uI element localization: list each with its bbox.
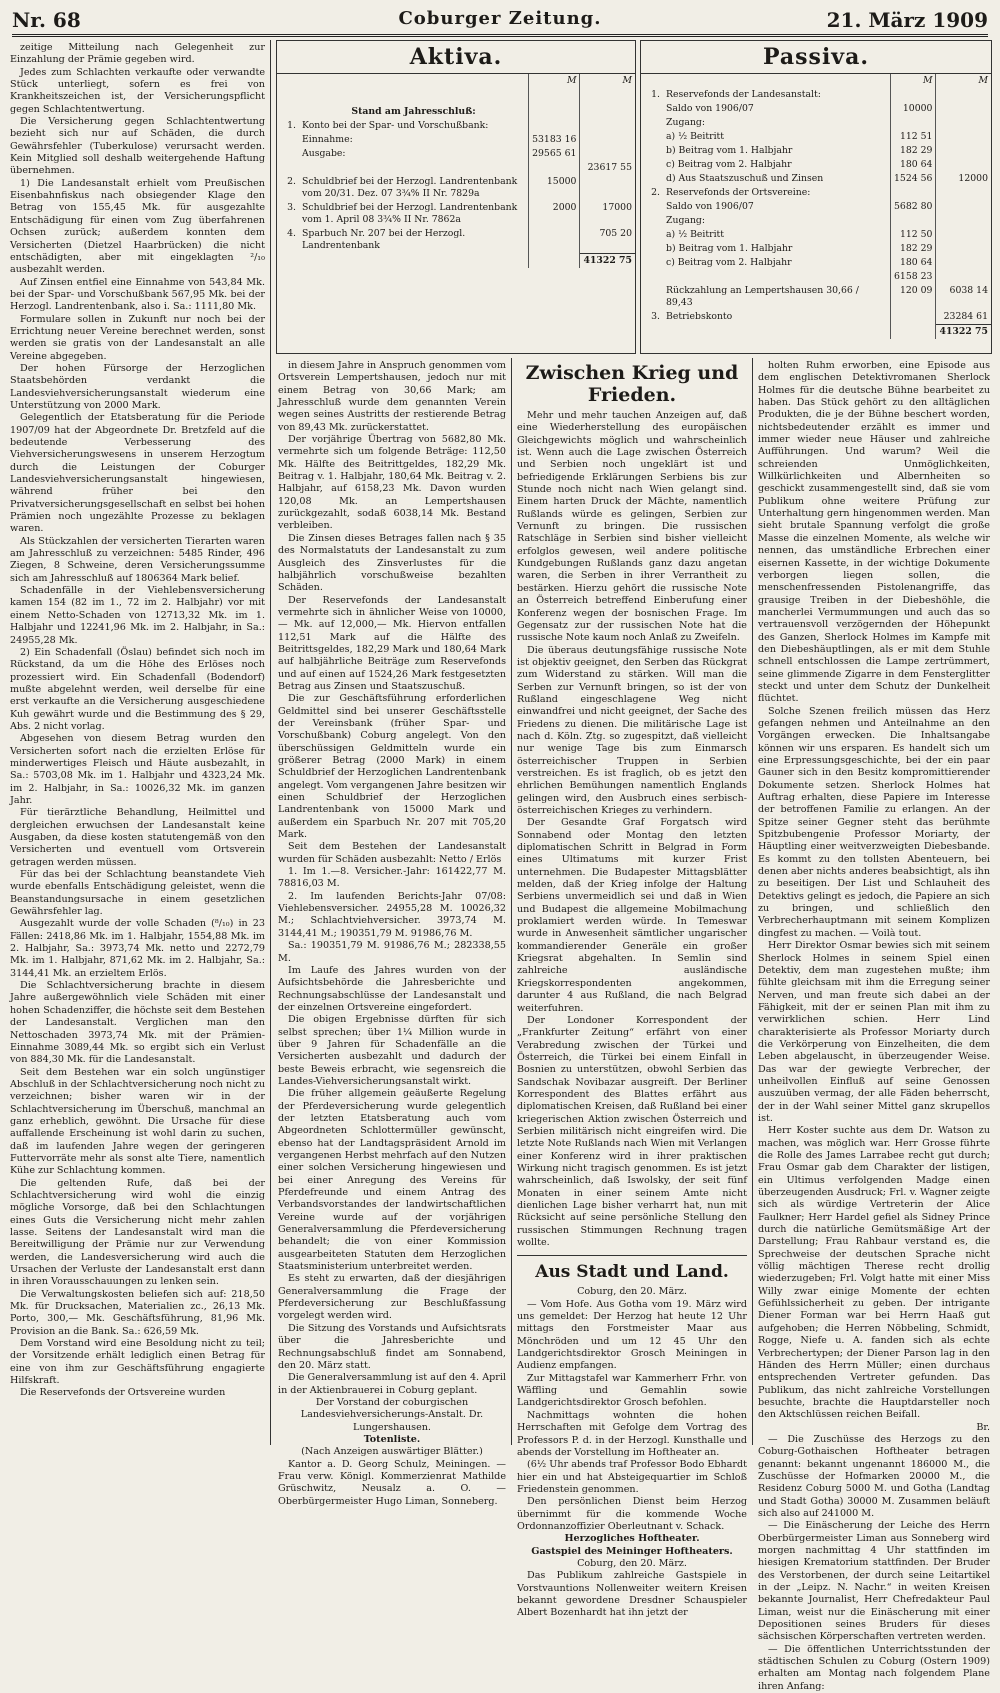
aktiva-row-nr	[277, 133, 299, 147]
passiva-row-nr	[641, 270, 663, 284]
passiva-table	[640, 40, 992, 354]
passiva-row	[641, 88, 991, 102]
paragraph: Seit dem Bestehen der Landesanstalt wurden für Schäden ausbezahlt: Netto / Erlös	[278, 841, 506, 865]
paragraph: (6½ Uhr abends traf Professor Bodo Ebhardt hier ein und hat Absteigequartier im Schloß Friedenstein genommen.	[517, 1459, 747, 1495]
aktiva-title: Aktiva.	[277, 41, 635, 74]
aktiva-row-a	[529, 227, 580, 253]
aktiva-row-nr: 1.	[287, 120, 296, 131]
passiva-row-a: 6158 23	[891, 270, 936, 284]
passiva-row-a: 182 29	[891, 144, 936, 158]
paragraph: Den persönlichen Dienst beim Herzog übernimmt für die kommende Woche Ordonnanzoffizier Oberleutnant v. Schack.	[517, 1496, 747, 1532]
paragraph: Die Generalversammlung ist auf den 4. April in der Aktienbrauerei in Coburg geplant.	[278, 1372, 506, 1396]
passiva-row-text: Zugang:	[666, 215, 706, 226]
passiva-total: 41322 75	[936, 325, 991, 340]
passiva-row-b	[936, 186, 991, 200]
paragraph: 2) Ein Schadenfall (Öslau) befindet sich noch im Rückstand, da um die Höhe des Erlöses noch prozessiert wird. Ein Schadenfall (Bodendorf) mußte abgelehnt werden, weil derselbe für eine erst verkaufte an die Versicherung ausgeschiedene Kuh gewährt wurde und die Bestimmung des § 29, Abs. 2 nicht vorlag.	[10, 646, 265, 732]
aktiva-row	[277, 119, 635, 133]
passiva-row	[641, 270, 991, 284]
paragraph: Zur Mittagstafel war Kammerherr Frhr. von Wäffling und Gemahlin sowie Landgerichtsdirektor Grosch befohlen.	[517, 1372, 747, 1409]
passiva-row-b	[936, 88, 991, 102]
passiva-row	[641, 200, 991, 214]
paragraph: Der hohen Fürsorge der Herzoglichen Staatsbehörden verdankt die Landesviehversicherungsanstalt wiederum eine Unterstützung von 2000 Mark.	[10, 362, 265, 411]
aktiva-row-nr	[277, 147, 299, 161]
paragraph: (Nach Anzeigen auswärtiger Blätter.)	[301, 1446, 483, 1458]
passiva-row-a	[891, 186, 936, 200]
paragraph: Für das bei der Schlachtung beanstandete Vieh wurde ebenfalls Entschädigung geleistet, wenn die Beanstandungsursache in einem gesetzlichen Gewährsfehler lag.	[10, 869, 265, 918]
paragraph: Im Laufe des Jahres wurden von der Aufsichtsbehörde die Jahresberichte und Rechnungsabschlüsse der Landesanstalt und der einzelnen Ortsvereine eingefordert.	[278, 964, 506, 1013]
aktiva-row-text: Schuldbrief bei der Herzogl. Landrentenbank vom 20/31. Dez. 07 3¾% II Nr. 7829a	[302, 176, 518, 199]
aktiva-row-b: 705 20	[580, 227, 635, 253]
passiva-row-text	[663, 270, 891, 284]
column-middle-left	[278, 360, 506, 1507]
passiva-row	[641, 186, 991, 200]
paragraph: Die überaus deutungsfähige russische Note ist objektiv geeignet, den Serben das Rückgrat zum Widerstand zu stärken. Will man die Serben zur Vernunft bringen, so ist der von Rußland eingeschlagene Weg nicht einwandfrei und nicht geeignet, der Sache des Friedens zu dienen. Die militärische Lage ist nach d. Köln. Ztg. so zugespitzt, daß vielleicht nur wenige Tage bis zum Einmarsch österreichischer Truppen in Serbien verstreichen. Es ist fraglich, ob es jetzt den ehrlichen Bemühungen namentlich Englands gelingen wird, den Ausbruch eines serbisch-österreichischen Krieges zu verhindern.	[517, 644, 747, 816]
passiva-row-text: a) ½ Beitritt	[666, 131, 725, 142]
aktiva-row	[277, 175, 635, 201]
aktiva-row	[277, 227, 635, 253]
passiva-row	[641, 116, 991, 130]
passiva-row-b	[936, 270, 991, 284]
passiva-row-nr	[641, 116, 663, 130]
aktiva-row-text	[299, 161, 529, 175]
passiva-row-b	[936, 228, 991, 242]
paragraph: Auf Zinsen entfiel eine Einnahme von 543,84 Mk. bei der Spar- und Vorschußbank 567,95 Mk. bei der Herzogl. Landrentenbank, also i. Sa.: 1111,80 Mk.	[10, 276, 265, 313]
paragraph: in diesem Jahre in Anspruch genommen vom Ortsverein Lempertshausen, jedoch nur mit einem Betrag von 30,66 Mark; am Jahresschluß wurde dem genannten Verein wegen seines Austritts der restierende Betrag von 89,43 Mk. zurückerstattet.	[278, 360, 506, 433]
passiva-row-a: 112 50	[891, 228, 936, 242]
paragraph: — Die öffentlichen Unterrichtsstunden der städtischen Schulen zu Coburg (Ostern 1909) erhalten am Montag nach folgendem Plane ihren Anfang:	[758, 1643, 990, 1692]
paragraph: — Vom Hofe. Aus Gotha vom 19. März wird uns gemeldet: Der Herzog hat heute 12 Uhr mittags den Forstmeister Maar aus Mönchröden und um 12 45 Uhr den Landgerichtsdirektor Grosch Meiningen in Audienz empfangen.	[517, 1298, 747, 1372]
passiva-col-label: M	[891, 74, 936, 88]
passiva-row-b	[936, 102, 991, 116]
passiva-row-nr	[641, 284, 663, 310]
paragraph: Totenliste.	[363, 1433, 421, 1445]
newspaper-name: Coburger Zeitung.	[398, 8, 602, 29]
aktiva-row-a: 29565 61	[529, 147, 580, 161]
passiva-row-b: 23284 61	[936, 310, 991, 325]
paragraph: Das Publikum zahlreiche Gastspiele in Vorstvauntions Nollenweiter weitern Kreisen bekannt gewordene Dresdner Schauspieler Albert Bozenhardt hat ihn jetzt der	[517, 1570, 747, 1619]
aktiva-row-b	[580, 147, 635, 161]
aktiva-table	[276, 40, 636, 354]
aktiva-row	[277, 133, 635, 147]
paragraph: Ausgezahlt wurde der volle Schaden (⁸/₁₀) in 23 Fällen: 2418,86 Mk. im 1. Halbjahr, 1554,88 Mk. im 2. Halbjahr, Sa.: 3973,74 Mk. netto und 2272,79 Mk. im 1. Halbjahr, 871,62 Mk. im 2. Halbjahr, Sa.: 3144,41 Mk. an erzieltem Erlös.	[10, 918, 265, 979]
passiva-row-a: 5682 80	[891, 200, 936, 214]
passiva-row-text: Zugang:	[666, 117, 706, 128]
passiva-row-nr	[641, 158, 663, 172]
paragraph: Der Reservefonds der Landesanstalt vermehrte sich in ähnlicher Weise von 10000,— Mk. auf 12,000,— Mk. Hiervon entfallen 112,51 Mark auf die Hälfte des Beitrittsgeldes, 182,29 Mark und 180,64 Mark auf halbjährliche Beiträge zum Reservefonds und auf einen auf 1524,26 Mark festgesetzten Betrag aus Zinsen und Staatszuschuß.	[278, 594, 506, 692]
passiva-row-a	[891, 116, 936, 130]
passiva-row-text: a) ½ Beitritt	[666, 229, 725, 240]
paragraph: Für tierärztliche Behandlung, Heilmittel und dergleichen erwuchsen der Landesanstalt keine Ausgaben, da diese kosten statutengemäß von den Versicherten und eventuell vom Ortsverein getragen werden müssen.	[10, 807, 265, 868]
passiva-row-b	[936, 256, 991, 270]
paragraph: Sa.: 190351,79 M. 91986,76 M.; 282338,55 M.	[278, 940, 506, 964]
paragraph: Jedes zum Schlachten verkaufte oder verwandte Stück unterliegt, sofern es frei von Krankheitszeichen ist, der Versicherungspflicht gegen Schlachtentwertung.	[10, 66, 265, 115]
passiva-row-nr	[641, 200, 663, 214]
passiva-row	[641, 284, 991, 310]
paragraph: Herzogliches Hoftheater.	[564, 1533, 700, 1545]
masthead	[12, 4, 988, 37]
passiva-title: Passiva.	[641, 41, 991, 74]
aktiva-row-a: 15000	[529, 175, 580, 201]
paragraph: Als Stückzahlen der versicherten Tierarten waren am Jahresschluß zu verzeichnen: 5485 Rinder, 496 Ziegen, 8 Schweine, deren Versicherungssumme sich am Jahresschluß auf 1806364 Mark belief.	[10, 535, 265, 584]
passiva-row-text: Reservefonds der Landesanstalt:	[666, 89, 821, 100]
aktiva-row	[277, 161, 635, 175]
passiva-row	[641, 144, 991, 158]
passiva-row-b	[936, 144, 991, 158]
paragraph: Coburg, den 20. März.	[577, 1286, 687, 1298]
paragraph: zeitige Mitteilung nach Gelegenheit zur Einzahlung der Prämie gegeben wird.	[10, 42, 265, 66]
aktiva-row-nr: 3.	[287, 202, 296, 213]
aktiva-row-b	[580, 175, 635, 201]
passiva-col-label: M	[936, 74, 991, 88]
paragraph: — Die Einäscherung der Leiche des Herrn Oberbürgermeister Liman aus Sonneberg wird morgen nachmittag 4 Uhr stattfinden im hiesigen Krematorium stattfinden. Der Bruder des Verstorbenen, der durch seine Leitartikel in der „Leipz. N. Nachr.“ in weiten Kreisen bekannte Journalist, Herr Chefredakteur Paul Liman, weist nur die Einäscherung mit einer Depositionen seines Bruders für dieses sächsischen Körperschaften vertreten werden.	[758, 1520, 990, 1643]
aktiva-row-a: 2000	[529, 201, 580, 227]
aktiva-row-nr: 2.	[287, 176, 296, 187]
aktiva-row	[277, 147, 635, 161]
aktiva-row-nr	[277, 161, 299, 175]
passiva-row-nr: 3.	[651, 311, 660, 322]
passiva-row	[641, 102, 991, 116]
passiva-row	[641, 256, 991, 270]
column-rule	[270, 40, 271, 1445]
paragraph: Br.	[976, 1421, 990, 1433]
aktiva-row-b	[580, 133, 635, 147]
passiva-row	[641, 310, 991, 325]
aktiva-row-a: 53183 16	[529, 133, 580, 147]
passiva-row	[641, 172, 991, 186]
paragraph: Der Vorstand der coburgischen Landesviehversicherungs-Anstalt. Dr. Lungershausen.	[300, 1396, 484, 1433]
passiva-row-b: 12000	[936, 172, 991, 186]
aktiva-row-b: 23617 55	[580, 161, 635, 175]
passiva-row-text: Betriebskonto	[666, 311, 733, 322]
aktiva-row-text: Schuldbrief bei der Herzogl. Landrentenbank vom 1. April 08 3¾% II Nr. 7862a	[302, 202, 518, 225]
passiva-row-nr: 2.	[651, 187, 660, 198]
passiva-row-text: d) Aus Staatszuschuß und Zinsen	[666, 173, 824, 184]
passiva-row-nr	[641, 172, 663, 186]
paragraph: Dem Vorstand wird eine Besoldung nicht zu teil; der Vorsitzende erhält lediglich einen Betrag für eine von ihm zur Geschäftsführung engagierte Hilfskraft.	[10, 1338, 265, 1387]
aktiva-col-label: M	[580, 74, 635, 88]
passiva-row-nr	[641, 256, 663, 270]
aktiva-row-a	[529, 161, 580, 175]
paragraph: Gelegentlich der Etatsberatung für die Periode 1907/09 hat der Abgeordnete Dr. Bretzfeld auf die bedeutende Verbesserung des Viehversicherungswesens in unserem Herzogtum durch die Leistungen der Coburger Landesviehversicherungsanstalt hingewiesen, während früher bei den Privatversicherungsgesellschaft en selbst bei hohen Prämien noch ungezählte Prozesse zu beklagen waren.	[10, 412, 265, 535]
passiva-row-text: b) Beitrag vom 1. Halbjahr	[666, 145, 793, 156]
paragraph: Gastspiel des Meininger Hoftheaters.	[531, 1545, 733, 1557]
passiva-row-b	[936, 214, 991, 228]
paragraph: Seit dem Bestehen war ein solch ungünstiger Abschluß in der Schlachtversicherung noch nicht zu verzeichnen; bisher waren wir in der Schlachtversicherung im Überschuß, manchmal an ganz erheblich, gewöhnt. Die Ursache für diese auffallende Erscheinung ist wohl darin zu suchen, daß im laufenden Jahre wegen der geringeren Futtervorräte mehr als sonst alte Tiere, namentlich Kühe zur Schlachtung kommen.	[10, 1066, 265, 1177]
paragraph: Der Londoner Korrespondent der „Frankfurter Zeitung“ erfährt von einer Verabredung zwischen der Türkei und Österreich, die Türkei bei einem Einfall in Bosnien zu unterstützen, obwohl Serbien das Sandschak Novibazar ausgreift. Der Berliner Korrespondent des Blattes erfährt aus diplomatischen Kreisen, daß Rußland bei einer kriegerischen Aktion zwischen Österreich und Serbien militärisch nicht eingreifen wird. Die letzte Note Rußlands nach Wien mit Verlangen einer Konferenz wird in ihrer praktischen Wirkung nicht tragisch genommen. Es ist jetzt wahrscheinlich, daß Iswolsky, der seit fünf Monaten in einer seinem Amte nicht dienlichen Lage bisher verharrt hat, nun mit Rücksicht auf seine persönliche Stellung den russischen Stimmungen Rechnung tragen wollte.	[517, 1014, 747, 1249]
passiva-row-b	[936, 200, 991, 214]
passiva-row-a: 10000	[891, 102, 936, 116]
paragraph: Schadenfälle in der Viehlebensversicherung kamen 154 (82 im 1., 72 im 2. Halbjahr) vor mit einem Netto-Schaden von 12713,32 Mk. im 1. Halbjahr und 12241,96 Mk. im 2. Halbjahr, in Sa.: 24955,28 Mk.	[10, 585, 265, 646]
paragraph: Die Schlachtversicherung brachte in diesem Jahre außergewöhnlich viele Schäden mit einer hohen Schadenziffer, die höchste seit dem Bestehen der Landesanstalt. Verglichen man den Nettoschaden 3973,74 Mk. mit der Prämien-Einnahme 3089,44 Mk. so ergibt sich ein Verlust von 884,30 Mk. für die Landesanstalt.	[10, 980, 265, 1066]
column-left	[10, 42, 265, 1442]
passiva-row	[641, 242, 991, 256]
passiva-row-nr	[641, 214, 663, 228]
passiva-row-text: Rückzahlung an Lempertshausen 30,66 / 89,43	[666, 285, 859, 308]
passiva-row-a: 180 64	[891, 256, 936, 270]
passiva-row-b: 6038 14	[936, 284, 991, 310]
issue-number: Nr. 68	[12, 8, 81, 32]
passiva-row-nr	[641, 102, 663, 116]
aktiva-row	[277, 201, 635, 227]
column-rule	[752, 358, 753, 1445]
passiva-row	[641, 228, 991, 242]
paragraph: Formulare sollen in Zukunft nur noch bei der Errichtung neuer Vereine berechnet werden, sonst werden sie gratis von der Landesanstalt an alle Vereine abgegeben.	[10, 313, 265, 362]
paragraph: Mehr und mehr tauchen Anzeigen auf, daß eine Wiederherstellung des europäischen Gleichgewichts möglich und wahrscheinlich ist. Wenn auch die Lage zwischen Österreich und Serbien noch ungeklärt ist und befriedigende Erklärungen Serbiens bis zur Stunde noch nicht nach Wien gelangt sind. Einem harten Druck der Mächte, namentlich Rußlands würde es gelingen, Serbien zur Vernunft zu bringen. Die russischen Ratschläge in Serbien sind bisher vielleicht erfolglos gewesen, weil andere politische Kundgebungen Rußlands ganz dazu angetan waren, die Serben in ihrer Verrantheit zu bestärken. Hierzu gehört die russische Note an Österreich betreffend Einberufung einer Konferenz wegen der bosnischen Frage. Im Gegensatz zur der russischen Note hat die russische Note kaum noch Anlaß zu Zweifeln.	[517, 410, 747, 644]
paragraph: Die früher allgemein geäußerte Regelung der Pferdeversicherung wurde gelegentlich der letzten Etatsberatung auch vom Abgeordneten Schlottermüller gewünscht, ebenso hat der Landtagspräsident Arnold im vergangenen Herbst mehrfach auf den Nutzen einer solchen Versicherung hingewiesen und bei einer Anregung des Vereins für Pferdefreunde und einem Antrag des Verbandsvorstandes der landwirtschaftlichen Vereine wurde auf der vorjährigen Generalversammlung die Pferdeversicherung behandelt; die von einer Kommission ausgearbeiteten Statuten dem Herzoglichen Staatsministerium unterbreitet werden.	[278, 1088, 506, 1273]
passiva-row-b	[936, 242, 991, 256]
issue-date: 21. März 1909	[826, 8, 988, 32]
aktiva-row-b	[580, 119, 635, 133]
column-middle-right	[517, 360, 747, 1619]
passiva-row-a: 112 51	[891, 130, 936, 144]
paragraph: Die Zinsen dieses Betrages fallen nach § 35 des Normalstatuts der Landesanstalt zu zum Ausgleich des Zinsverlustes für die halbjährlich vorschußweise bezahlten Schäden.	[278, 532, 506, 594]
aktiva-row-text: Ausgabe:	[302, 148, 346, 159]
passiva-row-a: 120 09	[891, 284, 936, 310]
paragraph: Nachmittags wohnten die hohen Herrschaften mit Gefolge dem Vortrag des Professors P. d. in der Herzogl. Kunsthalle und abends der Vorstellung im Hoftheater an.	[517, 1409, 747, 1458]
paragraph: Die Verwaltungskosten beliefen sich auf: 218,50 Mk. für Drucksachen, Materialien zc., 26,13 Mk. Porto, 300,— Mk. Geschäftsführung, 81,96 Mk. Provision an die Bank. Sa.: 626,59 Mk.	[10, 1288, 265, 1337]
paragraph: — Die Zuschüsse des Herzogs zu den Coburg-Gothaischen Hoftheater betragen genannt: bekannt ungenannt 186000 M., die Zuschüsse der Hofmarken 20000 M., die Residenz Coburg 5000 M. und Gotha (Landtag und Stadt Gotha) 30000 M. Zusammen beläuft sich also auf 241000 M.	[758, 1433, 990, 1519]
passiva-row-nr	[641, 228, 663, 242]
section-headline-local: Aus Stadt und Land.	[535, 1262, 729, 1283]
aktiva-heading: Stand am Jahresschluß:	[351, 106, 476, 117]
column-right	[758, 360, 990, 1692]
paragraph: Der Gesandte Graf Forgatsch wird Sonnabend oder Montag den letzten diplomatischen Schritt in Belgrad in Form eines Ultimatums mit kurzer Frist unternehmen. Die Budapester Mittagsblätter melden, daß der Krieg infolge der Haltung Serbiens unvermeidlich sei und daß in Wien und Budapest die allgemeine Mobilmachung proklamiert werden würde. In Temeswar wurde in Anwesenheit sämtlicher ungarischer kommandierender Generäle ein großer Kriegsrat abgehalten. In Semlin sind zahlreiche ausländische Kriegskorrespondenten angekommen, darunter 4 aus Rußland, die nach Belgrad weiterfuhren.	[517, 817, 747, 1014]
passiva-row-a	[891, 214, 936, 228]
paragraph: 1) Die Landesanstalt erhielt vom Preußischen Eisenbahnfiskus nach obsiegender Klage den Betrag von 155,45 Mk. für ausgezahlte Entschädigung für einen vom Zug überfahrenen Ochsen zurück; außerdem konnten dem Versicherten (Dietzel Haarbrücken) die nicht entschädigten, aber mit eingeklagten ²/₁₀ ausbezahlt werden.	[10, 177, 265, 276]
passiva-row-text: Saldo von 1906/07	[666, 201, 754, 212]
paragraph: Solche Szenen freilich müssen das Herz gefangen nehmen und Anteilnahme an den Vorgängen erwecken. Die Inhaltsangabe können wir uns ersparen. Es handelt sich um eine Erpressungsgeschichte, bei der ein paar Gauner sich in den Besitz kompromittierender Dokumente setzen. Sherlock Holmes hat Auftrag erhalten, diese Papiere im Interesse der betroffenen Familie zu erlangen. An der Spitze seiner Gegner steht das berühmte Spitzbubengenie Professor Moriarty, der Häuptling einer weitverzweigten Diebesbande. Es kommt zu den tollsten Abenteuern, bei denen aber nichts anderes beabsichtigt, als ihn zu beseitigen. Der List und Schlauheit des Detektivs gelingt es jedoch, die Papiere an sich zu bringen, und schließlich den Verbrecherhauptmann mit seinem Komplizen dingfest zu machen. — Voilà tout.	[758, 705, 990, 939]
passiva-row-a: 1524 56	[891, 172, 936, 186]
passiva-row-text: Saldo von 1906/07	[666, 103, 754, 114]
paragraph: Kantor a. D. Georg Schulz, Meiningen. — Frau verw. Königl. Kommerzienrat Mathilde Grüschwitz, Neusalz a. O. — Oberbürgermeister Hugo Liman, Sonneberg.	[278, 1458, 506, 1507]
passiva-row-a: 182 29	[891, 242, 936, 256]
passiva-row	[641, 130, 991, 144]
passiva-row	[641, 214, 991, 228]
paragraph: Herr Koster suchte aus dem Dr. Watson zu machen, was möglich war. Herr Grosse führte die Rolle des James Larrabee recht gut durch; Frau Osmar gab dem Charakter der listigen, ein Ultimus verfolgenden Madge einen überzeugenden Ausdruck; Frl. v. Wagner zeigte sich als würdige Vertreterin der Alice Faulkner; Herr Hardel gefiel als Sidney Prince durch die natürliche Gemütsmäßige Art der Darstellung; Frau Rahbaur verstand es, die Sprechweise der deutschen Sprache nicht völlig mächtigen Therese recht drollig wiederzugeben; Frl. Volgt hatte mit einer Miss Willy zwar einige Momente der echten Gefühlssicherheit zu geben. Der intrigante Diener Forman war bei Herrn Haaß gut aufgehoben; die Herren Nöbbeling, Schmidt, Rogge, Niefe u. A. fanden sich als echte Verbrechertypen; der Diener Parson lag in den Händen des Herrn Müller; einen durchaus entsprechenden Vertreter gefunden. Das Publikum, das nicht zahlreiche Vorstellungen besuchte, brachte die Hauptdarsteller noch den Aktschlüssen reichen Beifall.	[758, 1125, 990, 1421]
passiva-row-text: c) Beitrag vom 2. Halbjahr	[666, 257, 792, 268]
aktiva-row-nr: 4.	[287, 228, 296, 239]
aktiva-total: 41322 75	[580, 253, 635, 268]
passiva-row-nr	[641, 144, 663, 158]
passiva-row-b	[936, 130, 991, 144]
aktiva-col-label: M	[529, 74, 580, 88]
paragraph: 2. Im laufenden Berichts-Jahr 07/08: Viehlebensversicher. 24955,28 M. 10026,32 M.; Schlachtviehversicher. 3973,74 M. 3144,41 M.; 190351,79 M. 91986,76 M.	[278, 890, 506, 939]
passiva-row	[641, 158, 991, 172]
article-headline-war: Zwischen Krieg und Frieden.	[525, 362, 739, 406]
passiva-row-a	[891, 88, 936, 102]
passiva-row-text: Reservefonds der Ortsvereine:	[666, 187, 811, 198]
passiva-row-b	[936, 116, 991, 130]
paragraph: Die Versicherung gegen Schlachtentwertung bezieht sich nur auf Schäden, die durch Gewährsfehler (Tuberkulose) verursacht werden. Kein Mitglied soll deshalb weitergehende Haftung übernehmen.	[10, 116, 265, 177]
column-rule	[511, 358, 512, 1445]
passiva-row-text: b) Beitrag vom 1. Halbjahr	[666, 243, 793, 254]
passiva-row-nr: 1.	[651, 89, 660, 100]
aktiva-row-text: Einnahme:	[302, 134, 353, 145]
paragraph: holten Ruhm erworben, eine Episode aus dem englischen Detektivromanen Sherlock Holmes für die deutsche Bühne bearbeitet zu haben. Das Stück gehört zu den alltäglichen Produkten, die je der Bühne beschert worden, nichtsbedeutender erzählt es immer und immer wieder neue Häuser und zahlreiche Aufführungen. Und warum? Weil die schreienden Unmöglichkeiten, Willkürlichkeiten und Albernheiten so geschickt zusammengestellt sind, daß sie vom Publikum ohne weitere Prüfung zur Unterhaltung gern hingenommen werden. Man sieht brutale Spannung verfolgt die große Masse die einzelnen Momente, als welche wir nennen, das umständliche Erbrechen einer eisernen Kassette, in der wichtige Dokumente verborgen liegen sollen, die menschenfressenden Pistolenangriffe, das grausige Treiben in der Diebeshöhle, die mancherlei Vermummungen und auch das so vertrauensvoll verzögernden der Höhepunkt des Ganzen, Sherlock Holmes im Kampfe mit den Diebeshäuptlingen, als er mit dem Stuhle schnell entschlossen die Lampe zertrümmert, seine glimmende Zigarre in dem Fensterglitter steckt und unter dem Schutz der Dunkelheit flüchtet.	[758, 360, 990, 705]
passiva-row-a	[891, 310, 936, 325]
passiva-row-a: 180 64	[891, 158, 936, 172]
paragraph: Der vorjährige Übertrag von 5682,80 Mk. vermehrte sich um folgende Beträge: 112,50 Mk. Hälfte des Beitrittgeldes, 182,29 Mk. Beitrag v. 1. Halbjahr, 180,64 Mk. Beitrag v. 2. Halbjahr, auf 6158,23 Mk. Davon wurden 120,08 Mk. an Lempertshausen zurückgezahlt, sodaß 6038,14 Mk. Bestand verbleiben.	[278, 434, 506, 532]
paragraph: Coburg, den 20. März.	[577, 1557, 687, 1569]
paragraph: Die obigen Ergebnisse dürften für sich selbst sprechen; über 1¼ Million wurde in über 9 Jahren für Schadenfälle an die Versicherten ausbezahlt und dadurch der beste Beweis erbracht, wie segensreich die Landes-Viehversicherungsanstalt wirkt.	[278, 1014, 506, 1087]
paragraph: Die zur Geschäftsführung erforderlichen Geldmittel sind bei unserer Geschäftsstelle der Vereinsbank (früher Spar- und Vorschußbank) Coburg angelegt. Von den überschüssigen Geldmitteln wurde ein größerer Betrag (2000 Mark) in einem Schuldbrief der Herzoglichen Landrentenbank angelegt. Vom vergangenen Jahre besitzen wir einen Schuldbrief der Herzoglichen Landrentenbank von 15000 Mark und außerdem ein Sparbuch Nr. 207 mit 705,20 Mark.	[278, 693, 506, 841]
passiva-row-nr	[641, 242, 663, 256]
aktiva-row-b: 17000	[580, 201, 635, 227]
paragraph: Die Sitzung des Vorstands und Aufsichtsrats über die Jahresberichte und Rechnungsabschluß findet am Sonnabend, den 20. März statt.	[278, 1322, 506, 1371]
aktiva-row-text: Konto bei der Spar- und Vorschußbank:	[302, 120, 489, 131]
passiva-row-nr	[641, 130, 663, 144]
paragraph: 1. Im 1.—8. Versicher.-Jahr: 161422,77 M. 78816,03 M.	[278, 866, 506, 890]
paragraph: Die Reservefonds der Ortsvereine wurden	[20, 1387, 226, 1399]
aktiva-row-text: Sparbuch Nr. 207 bei der Herzogl. Landrentenbank	[302, 228, 466, 251]
passiva-row-b	[936, 158, 991, 172]
paragraph: Es steht zu erwarten, daß der diesjährigen Generalversammlung die Frage der Pferdeversicherung zur Beschlußfassung vorgelegt werden wird.	[278, 1273, 506, 1322]
aktiva-row-a	[529, 119, 580, 133]
paragraph: Herr Direktor Osmar bewies sich mit seinem Sherlock Holmes in seinem Spiel einen Detektiv, dem man zugestehen mußte; ihm fühlte gleichsam mit ihm die Erregung seiner Nerven, und man freute sich dabei an der Fähigkeit, mit der er seinen Plan mit ihm zu verwirklichen schien. Herr Lind charakterisierte als Professor Moriarty durch die Verkörperung von Einzelheiten, die dem Leben abgelauscht, in überzeugender Weise. Das war der gewiegte Verbrecher, der unheilvollen Einfluß auf seine Genossen auszuüben vermag, der alle Fäden beherrscht, der in der Wahl seiner Mittel ganz skrupellos ist.	[758, 940, 990, 1124]
passiva-row-text: c) Beitrag vom 2. Halbjahr	[666, 159, 792, 170]
paragraph: Abgesehen von diesem Betrag wurden den Versicherten sofort nach die erzielten Erlöse für minderwertiges Fleisch und Häute ausbezahlt, in Sa.: 5703,08 Mk. im 1. Halbjahr und 4323,24 Mk. im 2. Halbjahr, in Sa.: 10026,32 Mk. im ganzen Jahr.	[10, 733, 265, 806]
paragraph: Die geltenden Rufe, daß bei der Schlachtversicherung wird wohl die einzig mögliche Vorsorge, daß bei den Schlachtungen eines Guts die Versicherung nicht mehr zahlen lasse. Seitens der Landesanstalt wird man die Bereitwilligung der Prämie nur zur Verwendung werden, die Landesversicherung wird auch die Ursachen der Verluste der Landesanstalt erst dann in ihren Vorausschauungen zu lenken sein.	[10, 1177, 265, 1288]
